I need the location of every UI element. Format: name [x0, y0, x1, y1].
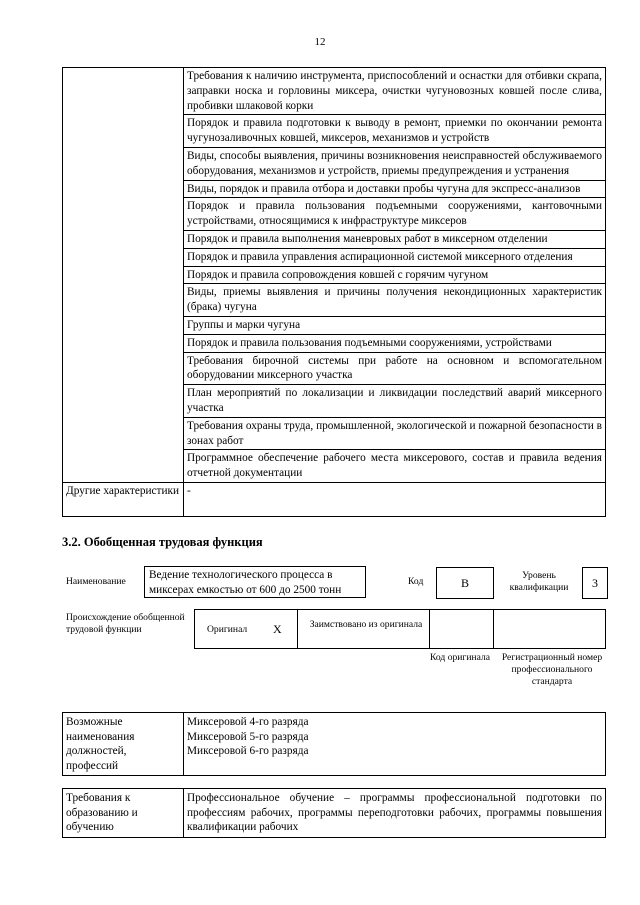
requirement-item: Группы и марки чугуна: [184, 316, 606, 334]
requirement-item: Программное обеспечение рабочего места миксерового, состав и правила ведения отчетной документации: [184, 450, 606, 483]
original-label: Оригинал: [207, 624, 248, 635]
page-number: 12: [314, 36, 326, 48]
positions-table: [62, 712, 606, 776]
education-table: [62, 788, 606, 838]
list-item: Миксеровой 4-го разряда: [187, 716, 309, 728]
origin-label: Происхождение обобщенной трудовой функции: [66, 612, 185, 635]
code-value: B: [436, 567, 494, 599]
requirement-item: Порядок и правила сопровождения ковшей с горячим чугуном: [184, 266, 606, 284]
divider: [493, 610, 494, 648]
borrowed-label: Заимствовано из оригинала: [309, 619, 423, 630]
table-row: [63, 713, 606, 776]
table-row: [63, 789, 606, 838]
code-original-label: Код оригинала: [429, 652, 491, 663]
table-row: [63, 68, 606, 115]
table-row: [63, 482, 606, 516]
other-characteristics-value: -: [184, 482, 606, 516]
divider: [429, 610, 430, 648]
list-item: Миксеровой 5-го разряда: [187, 730, 309, 743]
requirement-item: План мероприятий по локализации и ликвидации последствий аварий миксерного участка: [184, 385, 606, 418]
level-value: 3: [582, 567, 608, 599]
positions-label: Возможные наименования должностей, профессий: [63, 713, 184, 776]
requirement-item: Порядок и правила пользования подъемными сооружениями, кантовочными устройствами, относящимися к инфраструктуре миксеров: [184, 198, 606, 231]
origin-box: [194, 609, 606, 649]
requirement-item: Требования охраны труда, промышленной, экологической и пожарной безопасности в зонах работ: [184, 417, 606, 450]
registration-number-label: Регистрационный номер профессионального стандарта: [501, 652, 603, 687]
requirement-item: Порядок и правила управления аспирационной системой миксерного отделения: [184, 248, 606, 266]
list-item: Миксеровой 6-го разряда: [187, 745, 309, 757]
function-name-value: Ведение технологического процесса в миксерах емкостью от 600 до 2500 тонн: [144, 566, 366, 598]
requirement-item: Виды, приемы выявления и причины получения некондиционных характеристик (брака) чугуна: [184, 284, 606, 317]
section-title: 3.2. Обобщенная трудовая функция: [62, 535, 263, 549]
positions-list: [184, 713, 606, 776]
education-value: Профессиональное обучение – программы профессиональной подготовки по профессиям рабочих, программы переподготовки рабочих, программы повышения квалификации рабочих: [184, 789, 606, 838]
knowledge-requirements-table: [62, 67, 606, 517]
original-mark: X: [273, 622, 282, 636]
divider: [297, 610, 298, 648]
requirement-item: Виды, порядок и правила отбора и доставки пробы чугуна для экспресс-анализов: [184, 180, 606, 198]
requirement-item: Требования бирочной системы при работе на основном и вспомогательном оборудовании миксерного участка: [184, 352, 606, 385]
code-label: Код: [408, 576, 424, 587]
requirement-item: Порядок и правила подготовки к выводу в ремонт, приемки по окончании ремонта чугунозаливочных ковшей, миксеров, механизмов и устройств: [184, 115, 606, 148]
requirement-item: Виды, способы выявления, причины возникновения неисправностей обслуживаемого оборудования, механизмов и устройств, приемы предупреждения и устранения: [184, 147, 606, 180]
requirement-item: Порядок и правила выполнения маневровых работ в миксерном отделении: [184, 230, 606, 248]
requirement-item: Порядок и правила пользования подъемными сооружениями, устройствами: [184, 334, 606, 352]
table-label-cell: [63, 68, 184, 483]
other-characteristics-label: Другие характеристики: [63, 482, 184, 516]
education-label: Требования к образованию и обучению: [63, 789, 184, 838]
name-label: Наименование: [66, 576, 126, 587]
requirement-item: Требования к наличию инструмента, приспособлений и оснастки для отбивки скрапа, заправки носка и горловины миксера, очистки чугуновозных ковшей после слива, пробивки шлаковой корки: [184, 68, 606, 115]
level-label: Уровень квалификации: [509, 570, 569, 593]
